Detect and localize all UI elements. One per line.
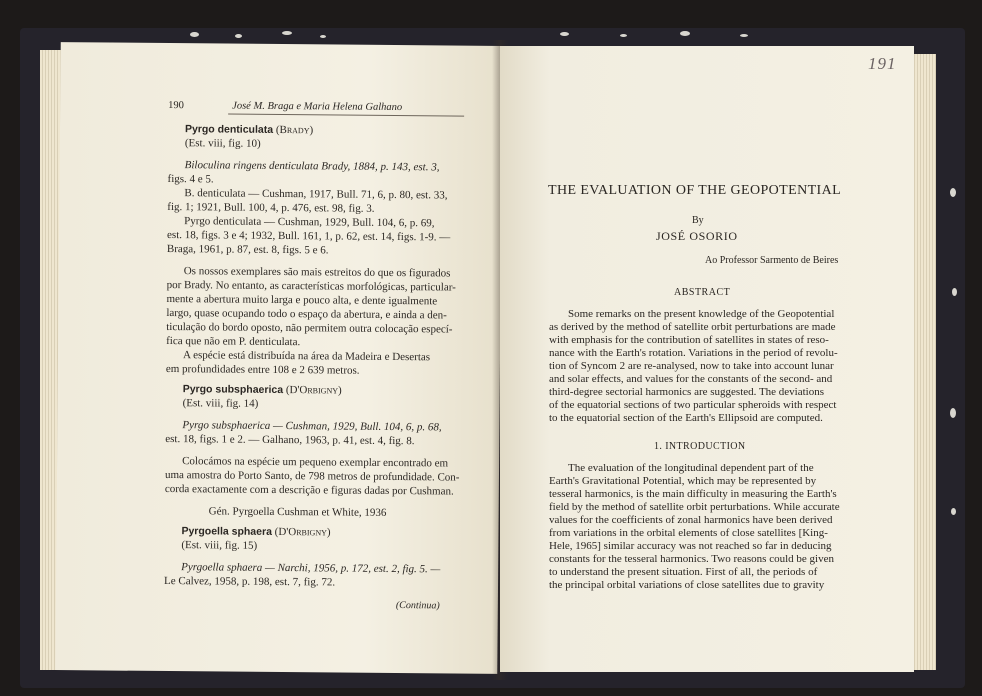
synonymy-line: est. 18, figs. 3 e 4; 1932, Bull. 161, 1, p. 62, est. 14, figs. 1-9. — xyxy=(167,229,451,244)
paragraph-line: por Brady. No entanto, as características morfológicas, particular- xyxy=(166,279,456,294)
by-line: By xyxy=(692,215,704,226)
abstract-line: with emphasis for the contribution of satellites in states of reso- xyxy=(549,334,829,346)
synonymy-line: Pyrgo denticulata — Cushman, 1929, Bull. 104, 6, p. 69, xyxy=(184,215,435,230)
continua-note: (Continua) xyxy=(395,600,440,612)
intro-line: the principal orbital variations of close satellites due to gravity xyxy=(549,579,825,591)
abstract-heading: ABSTRACT xyxy=(674,287,731,298)
species-name: Pyrgo denticulata xyxy=(184,123,274,136)
abstract-line: Some remarks on the present knowledge of the Geopotential xyxy=(568,308,835,320)
abstract-line: of the equatorial sections of two particular spheroids with respect xyxy=(549,399,837,411)
section-heading: 1. INTRODUCTION xyxy=(654,441,746,452)
genus-heading: Gén. Pyrgoella Cushman et White, 1936 xyxy=(208,505,387,519)
paragraph-line: mente a abertura muito larga e pouco alta, e dente igualmente xyxy=(166,293,438,308)
species-name: Pyrgo subsphaerica xyxy=(182,383,284,397)
paragraph-line: Colocámos na espécie um pequeno exemplar encontrado em xyxy=(182,455,449,470)
paragraph-line: em profundidades entre 108 e 2 639 metros. xyxy=(165,363,360,377)
paragraph-line: corda exactamente com a descrição e figuras dadas por Cushman. xyxy=(164,483,454,498)
intro-line: The evaluation of the longitudinal dependent part of the xyxy=(568,462,814,474)
intro-line: tesseral harmonics, is the main difficulty in measuring the Earth's xyxy=(549,488,837,500)
dedication: Ao Professor Sarmento de Beires xyxy=(705,255,839,266)
handwritten-page-number: 191 xyxy=(868,54,897,73)
running-head: José M. Braga e Maria Helena Galhano xyxy=(232,100,403,114)
paragraph-line: ticulação do bordo oposto, não permitem outra colocação especí- xyxy=(166,321,453,336)
abstract-line: and solar effects, and values for the constants of the second- and xyxy=(549,373,833,385)
abstract-line: tion of Syncom 2 are re-analysed, now to take into account lunar xyxy=(549,360,834,372)
species-name: Pyrgoella sphaera xyxy=(181,525,273,538)
synonymy-line: fig. 1; 1921, Bull. 100, 4, p. 476, est. 98, fig. 3. xyxy=(167,201,375,215)
intro-line: Earth's Gravitational Potential, which may be represented by xyxy=(549,475,817,487)
paragraph-line: fica que não em P. denticulata. xyxy=(166,335,301,349)
intro-line: to understand the present situation. First of all, the periods of xyxy=(549,566,818,578)
abstract-line: nance with the Earth's rotation. Variations in the period of revolu- xyxy=(549,347,838,359)
paragraph-line: largo, quase ocupando todo o espaço da abertura, e ainda a den- xyxy=(166,307,447,322)
paragraph-line: uma amostra do Porto Santo, de 798 metros de profundidade. Con- xyxy=(164,469,460,484)
intro-line: from variations in the orbital elements of close satellites [King- xyxy=(549,527,828,539)
intro-line: Hele, 1965] similar accuracy was not reached so far in deducing xyxy=(549,540,832,552)
left-page xyxy=(55,42,502,674)
article-title: THE EVALUATION OF THE GEOPOTENTIAL xyxy=(548,183,842,198)
article-author: JOSÉ OSORIO xyxy=(656,229,738,243)
intro-line: constants for the tesseral harmonics. Two reasons could be given xyxy=(549,553,834,565)
entry-ref: (Est. viii, fig. 14) xyxy=(182,397,259,410)
intro-line: values for the coefficients of zonal harmonics have been derived xyxy=(549,514,833,526)
species-author: (D'Orbigny) xyxy=(274,525,331,539)
synonymy-line: Pyrgoella sphaera — Narchi, 1956, p. 172, est. 2, fig. 5. — xyxy=(181,561,441,576)
synonymy-line: Braga, 1961, p. 87, est. 8, figs. 5 e 6. xyxy=(166,243,329,257)
synonymy-line: est. 18, figs. 1 e 2. — Galhano, 1963, p. 41, est. 4, fig. 8. xyxy=(165,433,415,448)
left-page-number: 190 xyxy=(168,100,184,112)
synonymy-line: Pyrgo subsphaerica — Cushman, 1929, Bull. 104, 6, p. 68, xyxy=(182,419,442,434)
paragraph-line: Os nossos exemplares são mais estreitos do que os figurados xyxy=(183,265,451,280)
abstract-line: to the equatorial section of the Earth's Ellipsoid are computed. xyxy=(549,412,823,424)
abstract-line: third-degree sectorial harmonics are suggested. The deviations xyxy=(549,386,825,398)
entry-heading xyxy=(185,123,313,137)
right-page xyxy=(500,46,914,672)
synonymy-line: Biloculina ringens denticulata Brady, 1884, p. 143, est. 3, xyxy=(184,159,440,174)
synonymy-line: figs. 4 e 5. xyxy=(167,173,214,186)
abstract-line: as derived by the method of satellite orbit perturbations are made xyxy=(549,321,836,333)
species-author: (Brady) xyxy=(275,123,314,137)
header-rule xyxy=(228,114,464,117)
synonymy-line: Le Calvez, 1958, p. 198, est. 7, fig. 72. xyxy=(163,575,336,589)
entry-heading xyxy=(183,383,342,397)
intro-line: field by the method of satellite orbit perturbations. While accurate xyxy=(549,501,840,513)
entry-heading xyxy=(181,525,330,539)
right-page-edges xyxy=(912,54,936,670)
paragraph-line: A espécie está distribuída na área da Madeira e Desertas xyxy=(182,349,431,364)
species-author: (D'Orbigny) xyxy=(285,384,342,397)
entry-ref: (Est. viii, fig. 10) xyxy=(184,137,261,150)
entry-ref: (Est. viii, fig. 15) xyxy=(181,539,258,552)
synonymy-line: B. denticulata — Cushman, 1917, Bull. 71, 6, p. 80, est. 33, xyxy=(184,187,448,202)
